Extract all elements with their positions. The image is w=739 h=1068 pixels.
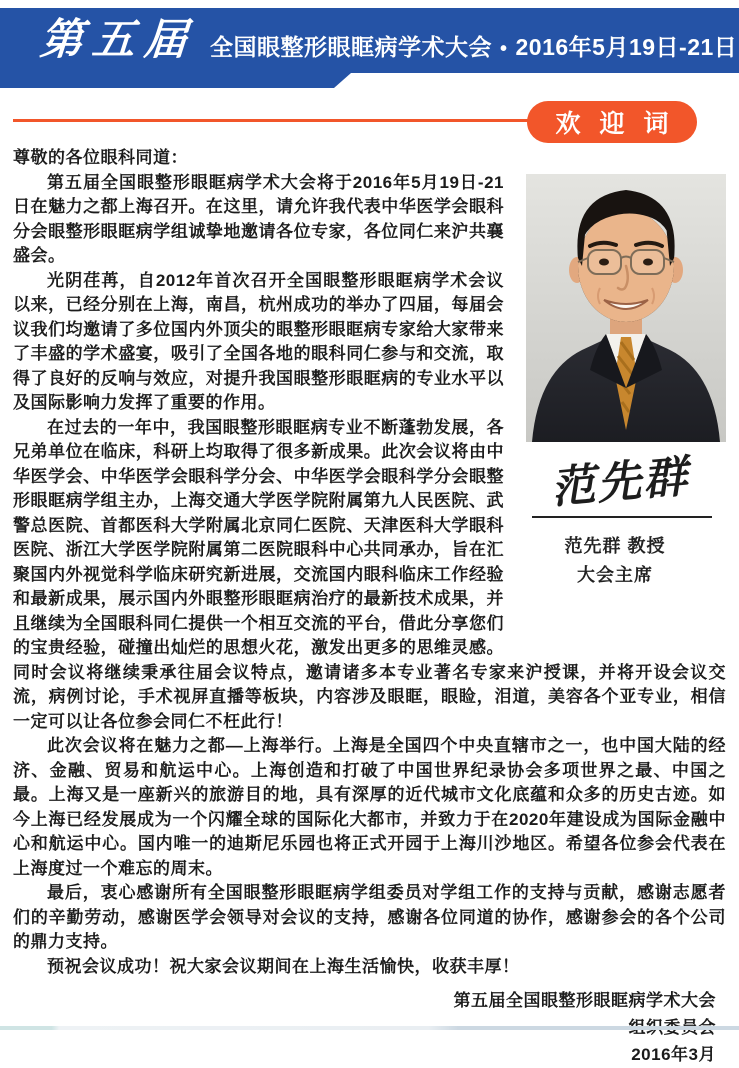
welcome-badge xyxy=(527,101,697,143)
paragraph-5: 最后，衷心感谢所有全国眼整形眼眶病学组委员对学组工作的支持与贡献，感谢志愿者们的辛勤劳动，感谢医学会领导对会议的支持，感谢各位同道的协作，感谢参会的各个公司的鼎力支持。 xyxy=(13,883,726,951)
banner-dates: 2016年5月19日-21日 xyxy=(515,34,738,60)
salutation: 尊敬的各位眼科同道： xyxy=(13,148,188,167)
chairman-name: 范先群 教授 xyxy=(564,536,666,556)
conference-banner xyxy=(0,8,739,73)
banner-title: 全国眼整形眼眶病学术大会 xyxy=(210,34,492,60)
footer-stripe xyxy=(0,1026,739,1030)
signoff-date: 2016年3月 xyxy=(631,1045,716,1064)
welcome-rule xyxy=(13,119,530,122)
paragraph-4: 此次会议将在魅力之都—上海举行。上海是全国四个中央直辖市之一，也中国大陆的经济、金融、贸易和航运中心。上海创造和打破了中国世界纪录协会多项世界之最、中国之最。上海又是一座新兴的旅游目的地，具有深厚的近代城市文化底蕴和众多的历史古迹。如今上海已经发展成为一个闪耀全球的国际化大都市，并致力于在2020年建设成为国际金融中心和航运中心。国内唯一的迪斯尼乐园也将正式开园于上海川沙地区。希望各位参会代表在上海度过一个难忘的周末。 xyxy=(13,736,726,878)
portrait-illustration xyxy=(526,174,726,442)
chairman-role: 大会主席 xyxy=(577,564,653,585)
chairman-photo xyxy=(526,174,726,442)
welcome-header xyxy=(0,101,739,143)
banner-separator-dot: • xyxy=(500,38,508,60)
banner-title-line xyxy=(210,29,737,62)
paragraph-1: 第五届全国眼整形眼眶病学术大会将于2016年5月19日-21日在魅力之都上海召开。在这里，请允许我代表中华医学会眼科分会眼整形眼眶病学组诚挚地邀请各位专家，各位同仁来沪共襄盛会。 xyxy=(13,172,504,265)
banner-accent-shape xyxy=(0,73,351,88)
welcome-badge-label: 欢 迎 词 xyxy=(555,110,675,138)
banner-edition: 第五届 xyxy=(38,15,198,65)
letter-body xyxy=(13,146,726,1068)
paragraph-6: 预祝会议成功！祝大家会议期间在上海生活愉快，收获丰厚！ xyxy=(47,956,520,976)
chairman-signature: 范先群 xyxy=(548,451,691,514)
signoff-organization: 第五届全国眼整形眼眶病学术大会 xyxy=(453,991,716,1010)
paragraph-3: 在过去的一年中，我国眼整形眼眶病专业不断蓬勃发展，各兄弟单位在临床，科研上均取得了很多新成果。此次会议将由中华医学会、中华医学会眼科学分会、中华医学会眼科学分会眼整形眼眶病学组主办，上海交通大学医学院附属第九人民医院、武警总医院、首都医科大学附属北京同仁医院、天津医科大学眼科医院、浙江大学医学院附属第二医院眼科中心共同承办，旨在汇聚国内外视觉科学临床研究新进展，交流国内眼科临床工作经验和最新成果，展示国内外眼整形眼眶病治疗的最新技术成果，并且继续为全国眼科同仁提供一个相互交流的平台，借此分享您们的宝贵经验，碰撞出灿烂的思想火花，激发出更多的思维灵感。同时会议将继续秉承往届会议特点，邀请诸多本专业著名专家来沪授课，并将开设会议交流，病例讨论，手术视屏直播等板块，内容涉及眼眶，眼睑，泪道，美容各个亚专业，相信一定可以让各位参会同仁不枉此行！ xyxy=(13,417,726,731)
paragraph-2: 光阴荏苒，自2012年首次召开全国眼整形眼眶病学术会议以来，已经分别在上海，南昌，杭州成功的举办了四届，每届会议我们均邀请了多位国内外顶尖的眼整形眼眶病专家给大家带来了丰盛的学术盛宴，吸引了全国各地的眼科同仁参与和交流，取得了良好的反响与效应，对提升我国眼整形眼眶病的专业水平以及国际影响力发挥了重要的作用。 xyxy=(13,270,504,412)
chairman-panel xyxy=(514,174,726,640)
